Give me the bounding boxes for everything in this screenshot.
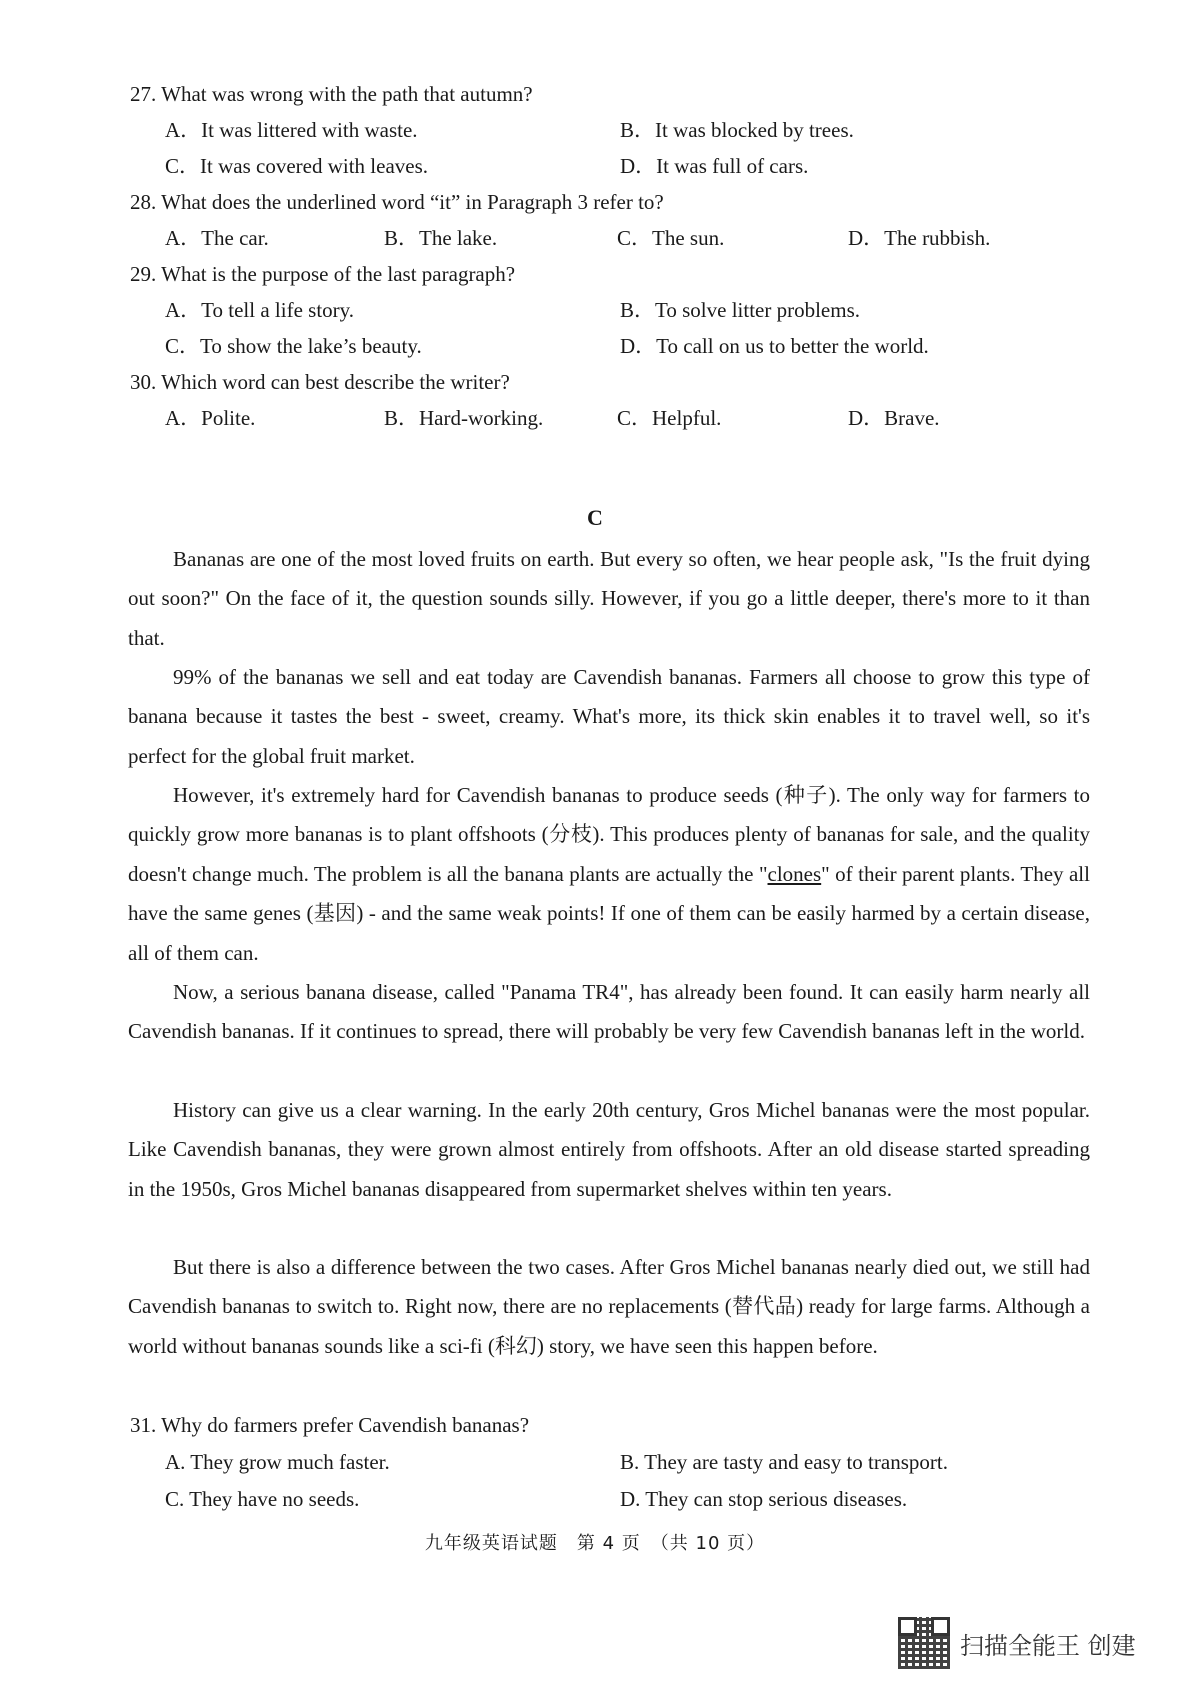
option-30a: A．Polite. bbox=[165, 406, 256, 430]
passage-paragraph-2: 99% of the bananas we sell and eat today are Cavendish bananas. Farmers all choose to grow this type of banana because it tastes the best - sweet, creamy. What's more, its thick skin enables it to travel well, so it's perfect for the global fruit market. bbox=[128, 665, 1090, 768]
option-28d: D．The rubbish. bbox=[848, 226, 991, 250]
passage-paragraph-1: Bananas are one of the most loved fruits on earth. But every so often, we hear people ask, "Is the fruit dying out soon?" On the face of it, the question sounds silly. However, if you go a little deeper, there's more to it than that. bbox=[128, 547, 1090, 650]
passage-paragraph-4: Now, a serious banana disease, called "Panama TR4", has already been found. It can easily harm nearly all Cavendish bananas. If it continues to spread, there will probably be very few Cavendish bananas left in the world. bbox=[128, 980, 1090, 1044]
question-31: 31. Why do farmers prefer Cavendish bananas? bbox=[130, 1413, 530, 1437]
question-30: 30. Which word can best describe the writer? bbox=[130, 370, 510, 394]
passage-paragraph-3 bbox=[128, 776, 1090, 973]
paragraph-3-text-a: However, it's extremely hard for Cavendish bananas to produce seeds (种子). The only way for farmers to quickly grow more bananas is to plant offshoots (分枝). This produces plenty of bananas for sale, and the quality doesn't change much. The problem is all the banana plants are actually the " bbox=[128, 783, 1090, 886]
option-29c: C．To show the lake’s beauty. bbox=[165, 334, 422, 358]
watermark-text: 扫描全能王 创建 bbox=[960, 1631, 1136, 1660]
option-31b: B. They are tasty and easy to transport. bbox=[620, 1450, 948, 1474]
section-title: C bbox=[587, 505, 603, 530]
option-31c: C. They have no seeds. bbox=[165, 1487, 360, 1511]
option-31a: A. They grow much faster. bbox=[165, 1450, 390, 1474]
question-28: 28. What does the underlined word “it” in Paragraph 3 refer to? bbox=[130, 190, 664, 214]
option-31d: D. They can stop serious diseases. bbox=[620, 1487, 908, 1511]
paragraph-3-text-b: " of their parent plants. They all have the same genes (基因) - and the same weak points! If one of them can be easily harmed by a certain disease, all of them can. bbox=[128, 861, 1090, 965]
page-footer: 九年级英语试题 第 4 页 （共 10 页） bbox=[424, 1533, 766, 1554]
option-27c: C．It was covered with leaves. bbox=[165, 154, 429, 178]
option-27d: D．It was full of cars. bbox=[620, 154, 809, 178]
option-28a: A．The car. bbox=[165, 226, 269, 250]
underlined-word-clones: clones bbox=[767, 861, 822, 886]
option-29b: B．To solve litter problems. bbox=[620, 298, 861, 322]
passage-paragraph-5: History can give us a clear warning. In the early 20th century, Gros Michel bananas were the most popular. Like Cavendish bananas, they were grown almost entirely from offshoots. After an old disease started spreading in the 1950s, Gros Michel bananas disappeared from supermarket shelves within ten years. bbox=[128, 1098, 1090, 1201]
qr-code-icon bbox=[898, 1617, 950, 1669]
option-30c: C．Helpful. bbox=[617, 406, 722, 430]
option-28c: C．The sun. bbox=[617, 226, 725, 250]
option-30b: B．Hard-working. bbox=[384, 406, 544, 430]
option-29a: A．To tell a life story. bbox=[165, 298, 355, 322]
option-29d: D．To call on us to better the world. bbox=[620, 334, 929, 358]
question-27: 27. What was wrong with the path that autumn? bbox=[130, 82, 533, 106]
question-29: 29. What is the purpose of the last paragraph? bbox=[130, 262, 516, 286]
option-30d: D．Brave. bbox=[848, 406, 940, 430]
scanner-watermark bbox=[898, 1617, 1136, 1669]
passage-paragraph-6: But there is also a difference between the two cases. After Gros Michel bananas nearly died out, we still had Cavendish bananas to switch to. Right now, there are no replacements (替代品) ready for large farms. Although a world without bananas sounds like a sci-fi (科幻) story, we have seen this happen before. bbox=[128, 1255, 1090, 1358]
option-27b: B．It was blocked by trees. bbox=[620, 118, 854, 142]
option-28b: B．The lake. bbox=[384, 226, 498, 250]
option-27a: A．It was littered with waste. bbox=[165, 118, 418, 142]
